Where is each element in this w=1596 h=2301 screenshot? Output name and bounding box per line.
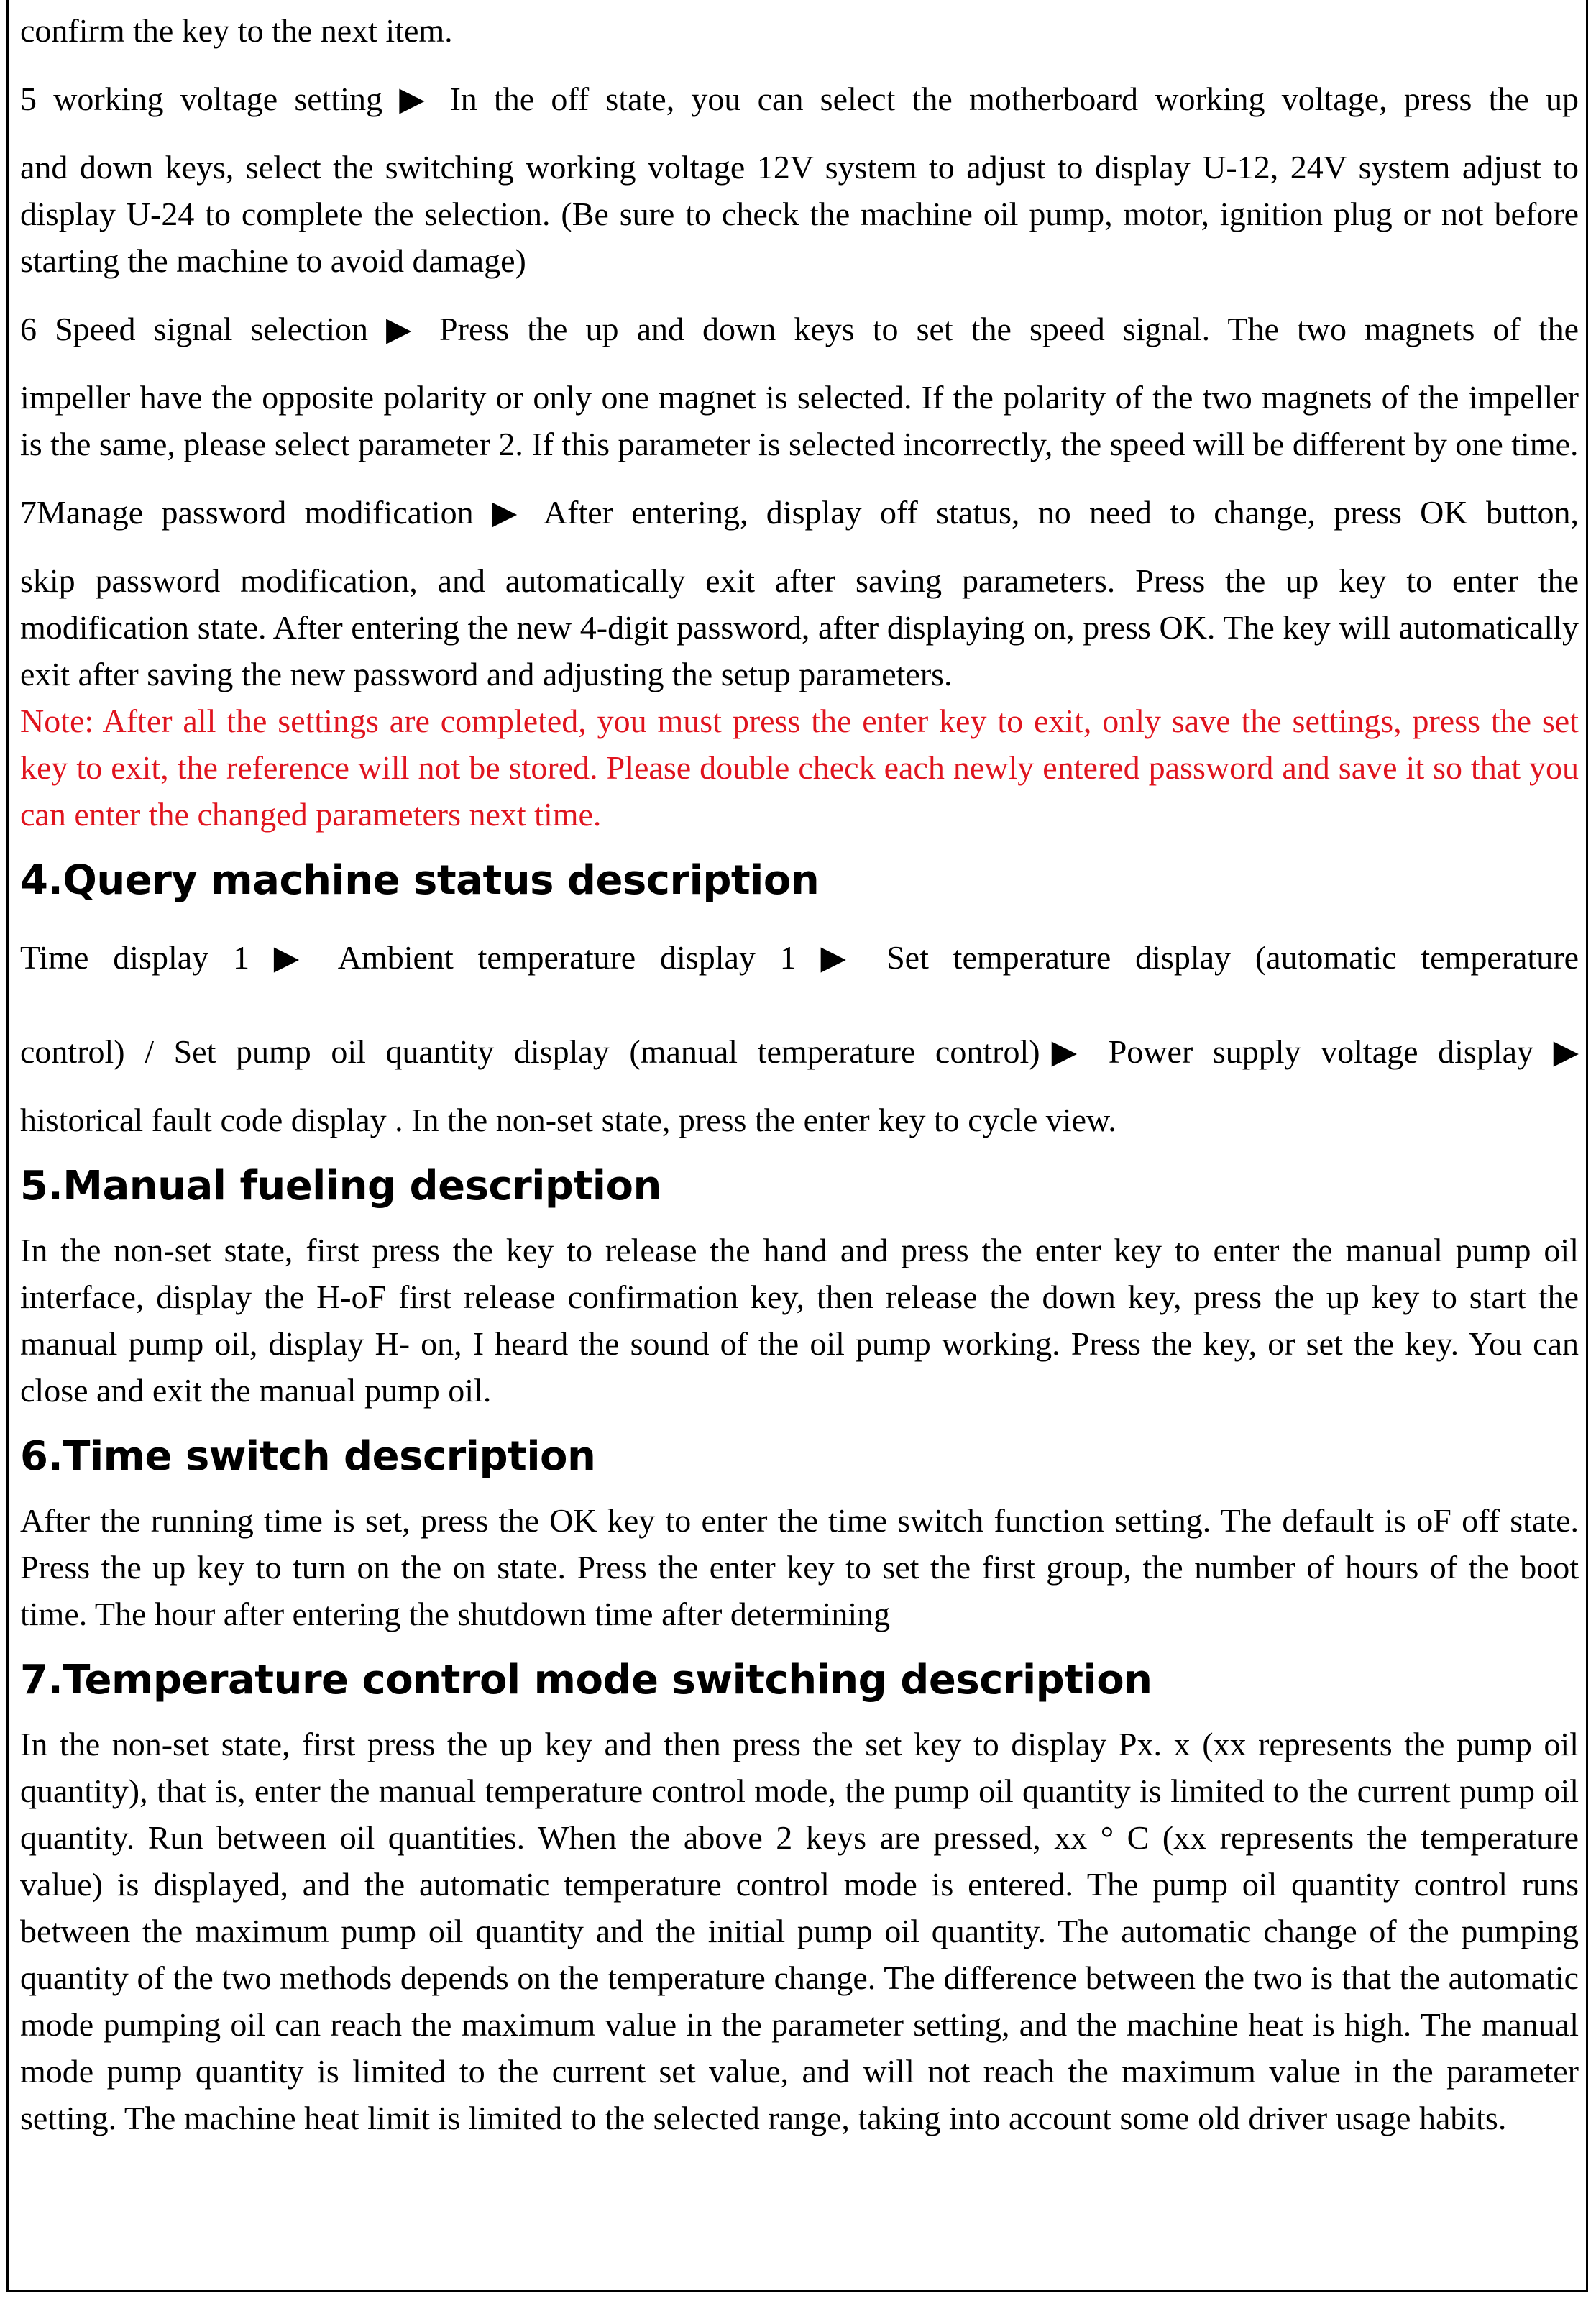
item7-first-line: 7Manage password modification ▶ After entering, display off status, no need to change, press OK button, xyxy=(20,494,1579,531)
item5-body: and down keys, select the switching working voltage 12V system to adjust to display U-12, 24V system adjust to display U-24 to complete the selection. (Be sure to check the machine oil pump, motor, ignition plug or not before starting the machine to avoid damage) xyxy=(20,149,1579,279)
section6-heading: 6.Time switch description xyxy=(20,1433,596,1480)
section4-heading: 4.Query machine status description xyxy=(20,857,820,904)
section7-heading: 7.Temperature control mode switching description xyxy=(20,1657,1152,1703)
settings-note: Note: After all the settings are completed, you must press the enter key to exit, only save the settings, press the set key to exit, the reference will not be stored. Please double check each newly entered password and save it so that you can enter the changed parameters next time. xyxy=(20,703,1579,833)
section6-body: After the running time is set, press the OK key to enter the time switch function setting. The default is oF off state. Press the up key to turn on the on state. Press the enter key to set the first group, the number of hours of the boot time. The hour after entering the shutdown time after determining xyxy=(20,1502,1579,1632)
section5-heading: 5.Manual fueling description xyxy=(20,1163,661,1209)
section4-line2: control) / Set pump oil quantity display (manual temperature control)▶ Power supply voltage display ▶ xyxy=(20,1033,1579,1070)
continuation-text: confirm the key to the next item. xyxy=(20,12,453,49)
section5-body: In the non-set state, first press the key to release the hand and press the enter key to enter the manual pump oil interface, display the H-oF first release confirmation key, then release the down key, press the up key to start the manual pump oil, display H- on, I heard the sound of the oil pump working. Press the key, or set the key. You can close and exit the manual pump oil. xyxy=(20,1232,1579,1409)
section4-line1: Time display 1 ▶ Ambient temperature display 1 ▶ Set temperature display (automatic temperature xyxy=(20,939,1579,976)
item7-body: skip password modification, and automatically exit after saving parameters. Press the up key to enter the modification state. After entering the new 4-digit password, after displaying on, press OK. The key will automatically exit after saving the new password and adjusting the setup parameters. xyxy=(20,562,1579,692)
item6-first-line: 6 Speed signal selection ▶ Press the up and down keys to set the speed signal. The two magnets of the xyxy=(20,311,1579,347)
section4-line3: historical fault code display . In the non-set state, press the enter key to cycle view. xyxy=(20,1102,1116,1138)
document-body xyxy=(20,6,1579,2141)
item6-body: impeller have the opposite polarity or only one magnet is selected. If the polarity of the two magnets of the impeller is the same, please select parameter 2. If this parameter is selected incorrectly, the speed will be different by one time. xyxy=(20,379,1579,462)
section7-body: In the non-set state, first press the up key and then press the set key to display Px. x (xx represents the pump oil quantity), that is, enter the manual temperature control mode, the pump oil quantity is limited to the current pump oil quantity. Run between oil quantities. When the above 2 keys are pressed, xx ° C (xx represents the temperature value) is displayed, and the automatic temperature control mode is entered. The pump oil quantity control runs between the maximum pump oil quantity and the initial pump oil quantity. The automatic change of the pumping quantity of the two methods depends on the temperature change. The difference between the two is that the automatic mode pumping oil can reach the maximum value in the parameter setting, and the machine heat is high. The manual mode pump quantity is limited to the current set value, and will not reach the maximum value in the parameter setting. The machine heat limit is limited to the selected range, taking into account some old driver usage habits. xyxy=(20,1726,1579,2136)
item5-first-line: 5 working voltage setting ▶ In the off state, you can select the motherboard working voltage, press the up xyxy=(20,81,1579,117)
